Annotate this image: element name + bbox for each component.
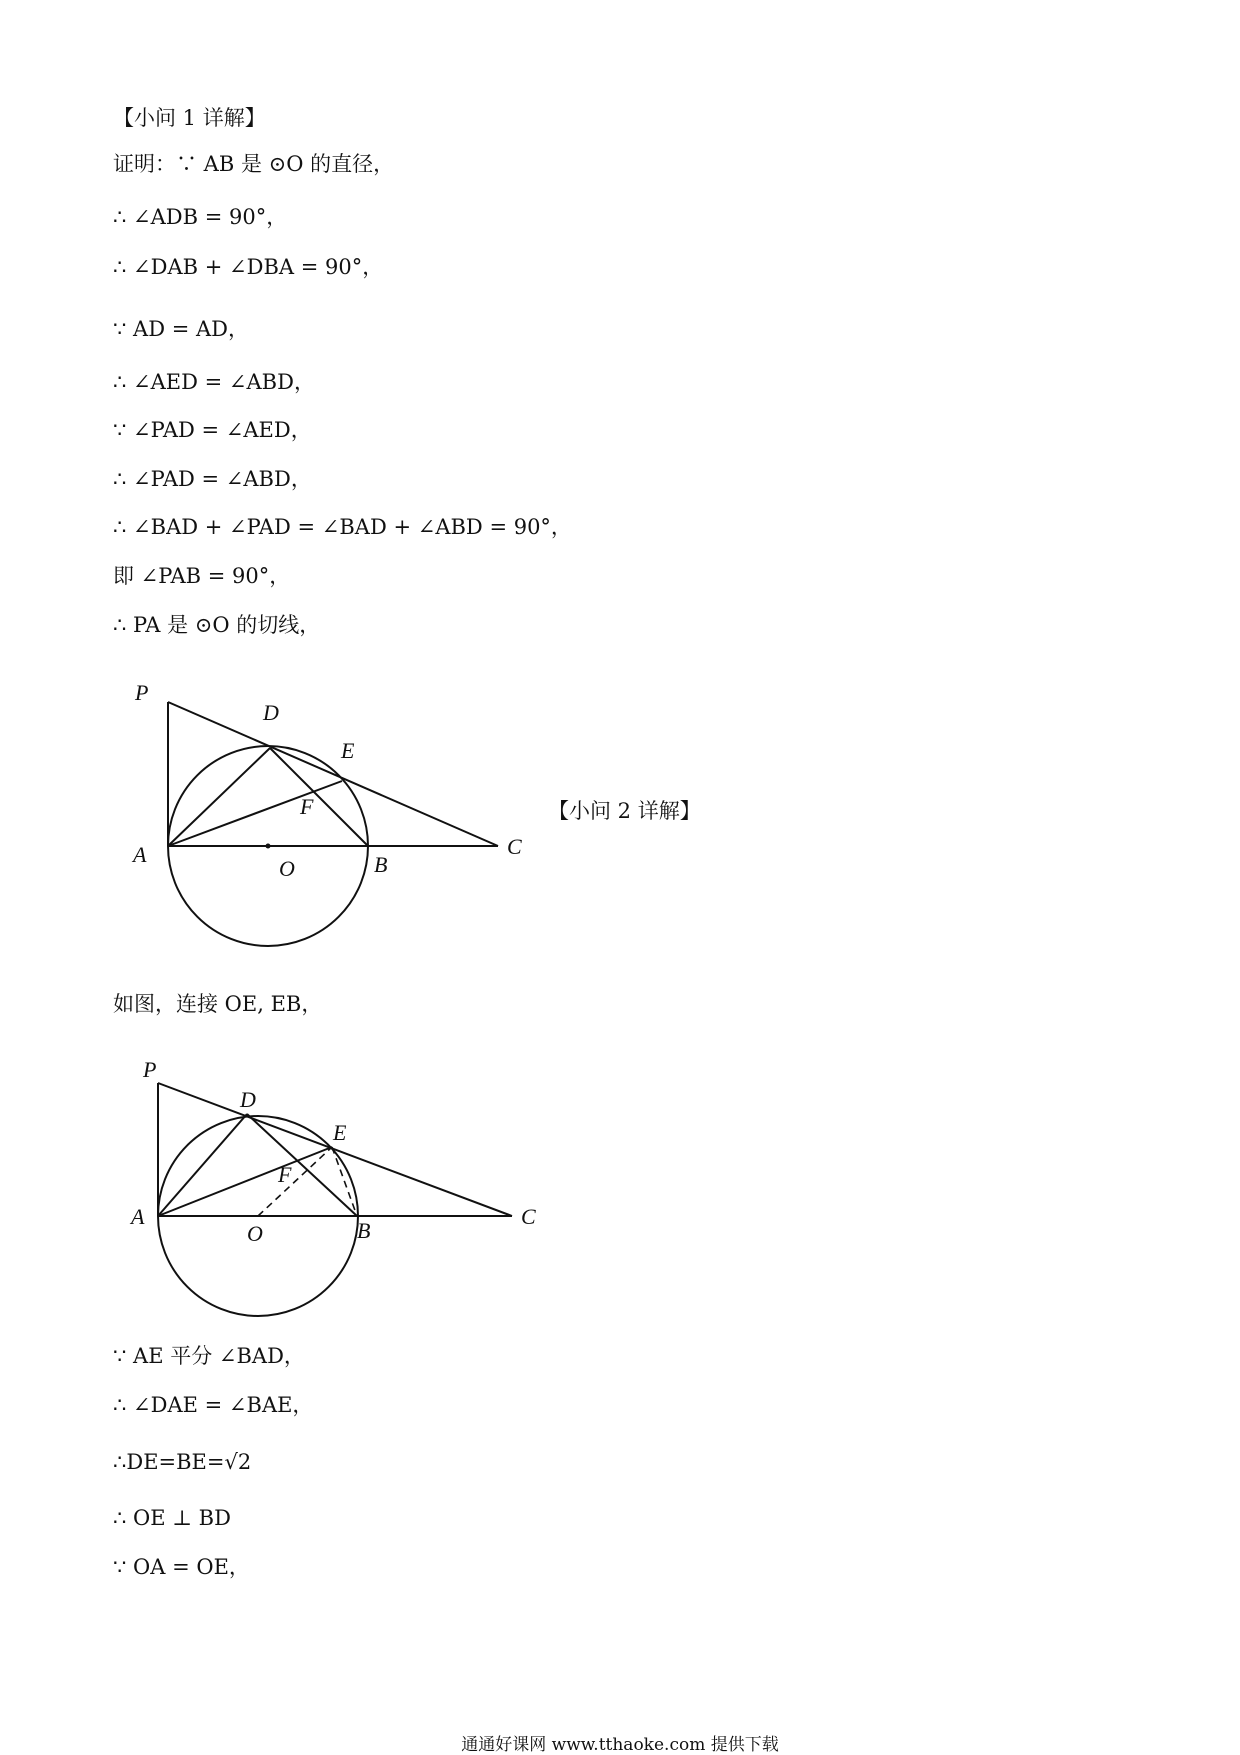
heading-q2: 【小问 2 详解】 bbox=[548, 799, 701, 823]
proof-line: ∵ AE 平分 ∠BAD， bbox=[113, 1344, 305, 1368]
proof-line: ∴ PA 是 ⊙O 的切线， bbox=[113, 613, 321, 637]
label-e: E bbox=[341, 738, 355, 763]
page-footer: 通通好课网 www.tthaoke.com 提供下载 bbox=[461, 1735, 779, 1755]
label-c: C bbox=[507, 834, 522, 859]
label-f: F bbox=[278, 1162, 292, 1187]
geometry-figure-2 bbox=[128, 1050, 548, 1330]
proof-line: ∴ OE ⊥ BD bbox=[113, 1506, 231, 1530]
segment-ad bbox=[168, 748, 270, 846]
proof-line: 即 ∠PAB = 90°， bbox=[113, 564, 291, 588]
proof-line: ∴ ∠PAD = ∠ABD， bbox=[113, 467, 312, 491]
proof-line: ∴ ∠ADB = 90°， bbox=[113, 205, 288, 229]
proof-line: ∴ ∠AED = ∠ABD， bbox=[113, 370, 315, 394]
label-p: P bbox=[143, 1057, 157, 1082]
label-o: O bbox=[279, 856, 295, 881]
label-b: B bbox=[357, 1218, 371, 1243]
segment-pc bbox=[168, 702, 498, 846]
proof-line: ∵ AD = AD， bbox=[113, 317, 249, 341]
label-a: A bbox=[131, 1204, 145, 1229]
proof-line: ∴ ∠DAB + ∠DBA = 90°， bbox=[113, 255, 384, 279]
proof-line: ∴ ∠DAE = ∠BAE， bbox=[113, 1393, 314, 1417]
label-d: D bbox=[263, 700, 279, 725]
heading-q1: 【小问 1 详解】 bbox=[113, 106, 266, 130]
label-a: A bbox=[133, 842, 147, 867]
proof-line: ∵ ∠PAD = ∠AED， bbox=[113, 418, 312, 442]
segment-ae bbox=[168, 781, 342, 846]
label-e: E bbox=[333, 1120, 347, 1145]
proof-line: 证明：∵ AB 是 ⊙O 的直径， bbox=[113, 152, 395, 176]
label-p: P bbox=[135, 680, 149, 705]
proof-line: ∵ OA = OE， bbox=[113, 1555, 250, 1579]
segment-ae bbox=[158, 1147, 332, 1216]
proof-line: ∴ ∠BAD + ∠PAD = ∠BAD + ∠ABD = 90°， bbox=[113, 515, 572, 539]
label-b: B bbox=[374, 852, 388, 877]
proof-line: 如图，连接 OE, EB， bbox=[113, 992, 323, 1016]
center-dot bbox=[266, 844, 271, 849]
geometry-figure-1 bbox=[130, 670, 530, 960]
label-f: F bbox=[300, 794, 314, 819]
label-d: D bbox=[240, 1087, 256, 1112]
label-o: O bbox=[247, 1221, 263, 1246]
proof-line: ∴DE=BE=√2 bbox=[113, 1450, 252, 1474]
label-c: C bbox=[521, 1204, 536, 1229]
